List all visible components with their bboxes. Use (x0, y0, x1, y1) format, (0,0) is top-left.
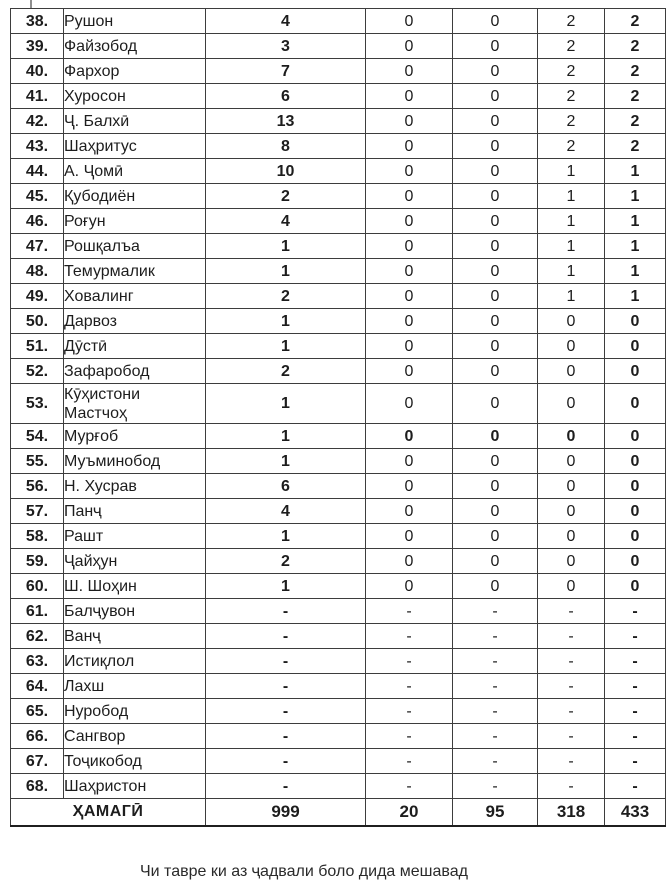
value-cell: 1 (605, 184, 666, 209)
value-cell: 0 (453, 59, 538, 84)
table-row (11, 674, 666, 699)
district-name-cell: Ш. Шоҳин (64, 574, 206, 599)
table-row (11, 549, 666, 574)
value-cell: 2 (605, 59, 666, 84)
value-cell: 0 (366, 209, 453, 234)
value-cell: - (605, 724, 666, 749)
value-cell: 0 (453, 259, 538, 284)
district-name-cell: Истиқлол (64, 649, 206, 674)
value-cell: - (605, 624, 666, 649)
row-number-cell: 61. (11, 599, 64, 624)
value-cell: - (366, 724, 453, 749)
value-cell: 0 (538, 359, 605, 384)
value-cell: 0 (453, 134, 538, 159)
table-row (11, 624, 666, 649)
value-cell: - (453, 649, 538, 674)
value-cell: 2 (206, 184, 366, 209)
value-cell: 0 (538, 499, 605, 524)
value-cell: 0 (605, 384, 666, 424)
value-cell: 1 (605, 234, 666, 259)
value-cell: 0 (366, 134, 453, 159)
value-cell: - (605, 749, 666, 774)
row-number-cell: 67. (11, 749, 64, 774)
district-name-cell: Ванҷ (64, 624, 206, 649)
value-cell: - (206, 599, 366, 624)
table-row (11, 59, 666, 84)
table-body (11, 9, 666, 799)
table-row (11, 309, 666, 334)
value-cell: 0 (453, 574, 538, 599)
value-cell: 4 (206, 9, 366, 34)
value-cell: - (538, 724, 605, 749)
table-row (11, 284, 666, 309)
value-cell: - (453, 624, 538, 649)
table-row (11, 599, 666, 624)
value-cell: 0 (366, 259, 453, 284)
value-cell: 0 (366, 574, 453, 599)
row-number-cell: 45. (11, 184, 64, 209)
value-cell: 0 (453, 474, 538, 499)
table-row (11, 134, 666, 159)
value-cell: 0 (366, 234, 453, 259)
table-row (11, 9, 666, 34)
district-name-cell: Қубодиён (64, 184, 206, 209)
value-cell: 0 (605, 499, 666, 524)
row-number-cell: 63. (11, 649, 64, 674)
value-cell: - (605, 674, 666, 699)
value-cell: - (206, 699, 366, 724)
value-cell: 0 (605, 574, 666, 599)
value-cell: 1 (538, 284, 605, 309)
value-cell: - (538, 749, 605, 774)
value-cell: 2 (538, 134, 605, 159)
value-cell: - (206, 774, 366, 799)
row-number-cell: 66. (11, 724, 64, 749)
table-row (11, 384, 666, 424)
value-cell: 0 (453, 359, 538, 384)
value-cell: 13 (206, 109, 366, 134)
value-cell: 2 (206, 359, 366, 384)
value-cell: 1 (605, 284, 666, 309)
value-cell: - (206, 649, 366, 674)
value-cell: 2 (538, 34, 605, 59)
value-cell: - (366, 624, 453, 649)
row-number-cell: 49. (11, 284, 64, 309)
value-cell: 0 (538, 574, 605, 599)
total-value-cell: 999 (206, 799, 366, 826)
table-row (11, 524, 666, 549)
district-name-cell: Панҷ (64, 499, 206, 524)
value-cell: 2 (605, 134, 666, 159)
table-row (11, 474, 666, 499)
row-number-cell: 55. (11, 449, 64, 474)
value-cell: 0 (453, 234, 538, 259)
district-name-cell: Сангвор (64, 724, 206, 749)
value-cell: 0 (453, 109, 538, 134)
value-cell: 0 (366, 284, 453, 309)
value-cell: 0 (538, 384, 605, 424)
table-row (11, 749, 666, 774)
table-row (11, 334, 666, 359)
district-name-cell: А. Ҷомӣ (64, 159, 206, 184)
table-row (11, 499, 666, 524)
total-value-cell: 20 (366, 799, 453, 826)
value-cell: 0 (605, 334, 666, 359)
value-cell: 1 (206, 449, 366, 474)
value-cell: 3 (206, 34, 366, 59)
row-number-cell: 58. (11, 524, 64, 549)
row-number-cell: 43. (11, 134, 64, 159)
value-cell: 0 (605, 359, 666, 384)
value-cell: 1 (206, 309, 366, 334)
value-cell: 0 (453, 424, 538, 449)
total-value-cell: 318 (538, 799, 605, 826)
value-cell: 0 (605, 449, 666, 474)
row-number-cell: 68. (11, 774, 64, 799)
value-cell: 0 (366, 424, 453, 449)
value-cell: - (453, 674, 538, 699)
clipped-paragraph-line: Чи тавре ки аз ҷадвали боло дида мешавад (140, 863, 468, 880)
value-cell: 1 (538, 209, 605, 234)
value-cell: - (538, 674, 605, 699)
row-number-cell: 44. (11, 159, 64, 184)
value-cell: 0 (453, 159, 538, 184)
total-value-cell: 95 (453, 799, 538, 826)
value-cell: - (366, 774, 453, 799)
clipped-paragraph (0, 863, 670, 880)
row-number-cell: 42. (11, 109, 64, 134)
value-cell: 0 (366, 474, 453, 499)
value-cell: 0 (605, 309, 666, 334)
value-cell: - (206, 749, 366, 774)
district-name-cell: Кӯҳистони Мастчоҳ (64, 384, 206, 424)
value-cell: - (605, 699, 666, 724)
value-cell: 4 (206, 499, 366, 524)
value-cell: 2 (605, 34, 666, 59)
value-cell: 1 (538, 259, 605, 284)
value-cell: 0 (366, 334, 453, 359)
district-name-cell: Шаҳристон (64, 774, 206, 799)
value-cell: 0 (366, 159, 453, 184)
value-cell: 2 (538, 84, 605, 109)
value-cell: 10 (206, 159, 366, 184)
value-cell: - (366, 599, 453, 624)
district-name-cell: Рушон (64, 9, 206, 34)
value-cell: - (453, 724, 538, 749)
value-cell: - (206, 624, 366, 649)
value-cell: 0 (605, 474, 666, 499)
row-number-cell: 46. (11, 209, 64, 234)
value-cell: - (453, 699, 538, 724)
row-number-cell: 40. (11, 59, 64, 84)
value-cell: - (605, 649, 666, 674)
table-row (11, 259, 666, 284)
value-cell: 6 (206, 84, 366, 109)
row-number-cell: 60. (11, 574, 64, 599)
value-cell: 0 (605, 549, 666, 574)
value-cell: 0 (366, 499, 453, 524)
row-number-cell: 62. (11, 624, 64, 649)
value-cell: 0 (366, 34, 453, 59)
value-cell: - (538, 624, 605, 649)
value-cell: 0 (366, 549, 453, 574)
value-cell: - (538, 774, 605, 799)
value-cell: 0 (366, 359, 453, 384)
district-name-cell: Файзобод (64, 34, 206, 59)
value-cell: 2 (206, 284, 366, 309)
value-cell: 0 (538, 309, 605, 334)
district-name-cell: Дӯстӣ (64, 334, 206, 359)
row-number-cell: 38. (11, 9, 64, 34)
value-cell: 1 (206, 234, 366, 259)
value-cell: 1 (206, 259, 366, 284)
district-name-cell: Лахш (64, 674, 206, 699)
value-cell: - (206, 674, 366, 699)
value-cell: - (453, 749, 538, 774)
table-row (11, 774, 666, 799)
value-cell: 0 (605, 524, 666, 549)
value-cell: - (538, 599, 605, 624)
value-cell: - (453, 774, 538, 799)
table-row (11, 234, 666, 259)
district-name-cell: Рашт (64, 524, 206, 549)
district-name-cell: Балҷувон (64, 599, 206, 624)
table-row (11, 649, 666, 674)
row-number-cell: 50. (11, 309, 64, 334)
value-cell: 0 (453, 209, 538, 234)
row-number-cell: 56. (11, 474, 64, 499)
value-cell: 1 (538, 184, 605, 209)
value-cell: - (605, 774, 666, 799)
value-cell: 1 (206, 524, 366, 549)
table-row (11, 34, 666, 59)
value-cell: - (366, 749, 453, 774)
value-cell: - (538, 699, 605, 724)
district-name-cell: Нуробод (64, 699, 206, 724)
value-cell: 0 (453, 184, 538, 209)
value-cell: 0 (453, 449, 538, 474)
table-row (11, 109, 666, 134)
row-number-cell: 39. (11, 34, 64, 59)
value-cell: 7 (206, 59, 366, 84)
district-name-cell: Рошқалъа (64, 234, 206, 259)
value-cell: 0 (538, 474, 605, 499)
district-name-cell: Ховалинг (64, 284, 206, 309)
value-cell: - (366, 699, 453, 724)
table-row (11, 359, 666, 384)
value-cell: 0 (538, 449, 605, 474)
value-cell: 0 (366, 184, 453, 209)
district-name-cell: Шаҳритус (64, 134, 206, 159)
table-footer (11, 799, 666, 826)
value-cell: 0 (453, 309, 538, 334)
value-cell: 0 (538, 334, 605, 359)
value-cell: 2 (538, 59, 605, 84)
value-cell: 0 (453, 9, 538, 34)
districts-table (10, 8, 666, 827)
row-number-cell: 53. (11, 384, 64, 424)
table-row (11, 159, 666, 184)
row-number-cell: 59. (11, 549, 64, 574)
value-cell: 1 (538, 159, 605, 184)
value-cell: 2 (206, 549, 366, 574)
row-number-cell: 65. (11, 699, 64, 724)
value-cell: 0 (366, 384, 453, 424)
value-cell: - (453, 599, 538, 624)
table-row (11, 424, 666, 449)
district-name-cell: Дарвоз (64, 309, 206, 334)
value-cell: 0 (453, 549, 538, 574)
district-name-cell: Ҷайҳун (64, 549, 206, 574)
value-cell: 0 (538, 524, 605, 549)
value-cell: 2 (538, 109, 605, 134)
value-cell: 1 (206, 334, 366, 359)
row-number-cell: 47. (11, 234, 64, 259)
district-name-cell: Роғун (64, 209, 206, 234)
table-row (11, 184, 666, 209)
total-label: ҲАМАГӢ (11, 799, 206, 826)
table-row (11, 449, 666, 474)
value-cell: - (206, 724, 366, 749)
value-cell: 2 (605, 109, 666, 134)
value-cell: 0 (366, 309, 453, 334)
district-name-cell: Тоҷикобод (64, 749, 206, 774)
value-cell: 0 (366, 109, 453, 134)
value-cell: 0 (453, 34, 538, 59)
value-cell: 0 (453, 334, 538, 359)
value-cell: - (366, 674, 453, 699)
value-cell: 0 (366, 59, 453, 84)
value-cell: 1 (206, 574, 366, 599)
value-cell: 0 (366, 524, 453, 549)
table-row (11, 574, 666, 599)
value-cell: 8 (206, 134, 366, 159)
table-row (11, 209, 666, 234)
district-name-cell: Хуросон (64, 84, 206, 109)
value-cell: 1 (206, 384, 366, 424)
total-value-cell: 433 (605, 799, 666, 826)
value-cell: 2 (605, 84, 666, 109)
row-number-cell: 57. (11, 499, 64, 524)
value-cell: 1 (605, 159, 666, 184)
cutoff-border-artifact (30, 0, 32, 8)
district-name-cell: Муъминобод (64, 449, 206, 474)
value-cell: 1 (206, 424, 366, 449)
value-cell: 0 (366, 84, 453, 109)
value-cell: 0 (538, 424, 605, 449)
row-number-cell: 64. (11, 674, 64, 699)
value-cell: 1 (538, 234, 605, 259)
district-name-cell: Мурғоб (64, 424, 206, 449)
district-name-cell: Н. Хусрав (64, 474, 206, 499)
value-cell: 0 (453, 524, 538, 549)
value-cell: 0 (453, 284, 538, 309)
table-row (11, 699, 666, 724)
value-cell: 4 (206, 209, 366, 234)
value-cell: 0 (366, 449, 453, 474)
value-cell: 2 (538, 9, 605, 34)
value-cell: 6 (206, 474, 366, 499)
value-cell: - (366, 649, 453, 674)
table-row (11, 84, 666, 109)
row-number-cell: 51. (11, 334, 64, 359)
district-name-cell: Фархор (64, 59, 206, 84)
row-number-cell: 54. (11, 424, 64, 449)
table-row (11, 724, 666, 749)
value-cell: 0 (453, 384, 538, 424)
value-cell: 1 (605, 209, 666, 234)
value-cell: 1 (605, 259, 666, 284)
value-cell: 0 (605, 424, 666, 449)
value-cell: - (538, 649, 605, 674)
row-number-cell: 41. (11, 84, 64, 109)
total-row (11, 799, 666, 826)
district-name-cell: Ҷ. Балхӣ (64, 109, 206, 134)
value-cell: 0 (538, 549, 605, 574)
value-cell: 0 (453, 499, 538, 524)
value-cell: 0 (453, 84, 538, 109)
district-name-cell: Темурмалик (64, 259, 206, 284)
value-cell: - (605, 599, 666, 624)
row-number-cell: 52. (11, 359, 64, 384)
district-name-cell: Зафаробод (64, 359, 206, 384)
value-cell: 0 (366, 9, 453, 34)
row-number-cell: 48. (11, 259, 64, 284)
value-cell: 2 (605, 9, 666, 34)
